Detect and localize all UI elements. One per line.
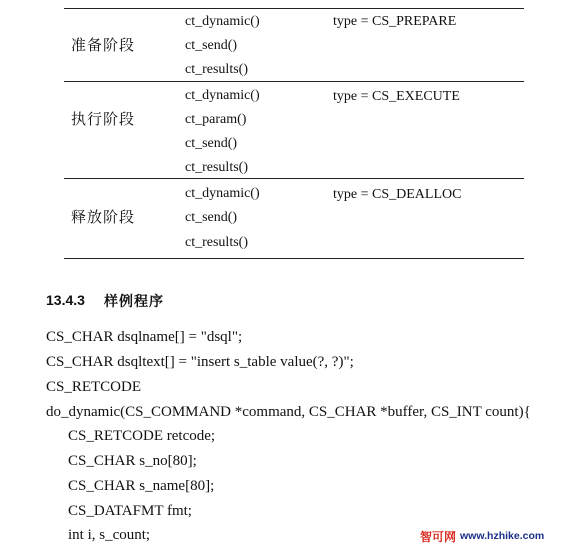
- type-value-execute: type = CS_EXECUTE: [333, 89, 460, 104]
- site-watermark: [420, 526, 561, 546]
- call-item: ct_dynamic(): [185, 14, 260, 29]
- call-item: ct_results(): [185, 235, 248, 250]
- code-line: CS_DATAFMT fmt;: [68, 503, 192, 519]
- watermark-url: www.hzhike.com: [460, 530, 545, 542]
- call-item: ct_results(): [185, 160, 248, 175]
- type-value-prepare: type = CS_PREPARE: [333, 14, 457, 29]
- call-item: ct_dynamic(): [185, 186, 260, 201]
- code-line: CS_CHAR s_name[80];: [68, 478, 215, 494]
- phase-label-execute: 执行阶段: [71, 110, 136, 128]
- code-line: do_dynamic(CS_COMMAND *command, CS_CHAR *buffer, CS_INT count){: [46, 404, 531, 420]
- type-value-dealloc: type = CS_DEALLOC: [333, 187, 462, 202]
- watermark-logo: 智可网: [420, 529, 457, 544]
- code-line: CS_RETCODE retcode;: [68, 428, 216, 444]
- code-line: CS_CHAR s_no[80];: [68, 453, 197, 469]
- call-item: ct_send(): [185, 136, 238, 151]
- phase-label-dealloc: 释放阶段: [71, 208, 136, 226]
- section-title: 样例程序: [104, 294, 164, 310]
- call-item: ct_results(): [185, 62, 248, 77]
- call-item: ct_dynamic(): [185, 88, 260, 103]
- call-item: ct_send(): [185, 38, 238, 53]
- table-row-divider: [64, 81, 524, 82]
- code-line: CS_CHAR dsqltext[] = "insert s_table value(?, ?)";: [46, 354, 354, 370]
- call-item: ct_send(): [185, 210, 238, 225]
- table-row-divider: [64, 178, 524, 179]
- table-top-rule: [64, 8, 524, 9]
- code-line: CS_RETCODE: [46, 379, 142, 395]
- table-bottom-rule: [64, 258, 524, 259]
- code-line: CS_CHAR dsqlname[] = "dsql";: [46, 329, 243, 345]
- section-number: 13.4.3: [46, 292, 85, 308]
- phase-label-prepare: 准备阶段: [71, 36, 136, 54]
- call-item: ct_param(): [185, 112, 247, 127]
- code-line: int i, s_count;: [68, 527, 151, 543]
